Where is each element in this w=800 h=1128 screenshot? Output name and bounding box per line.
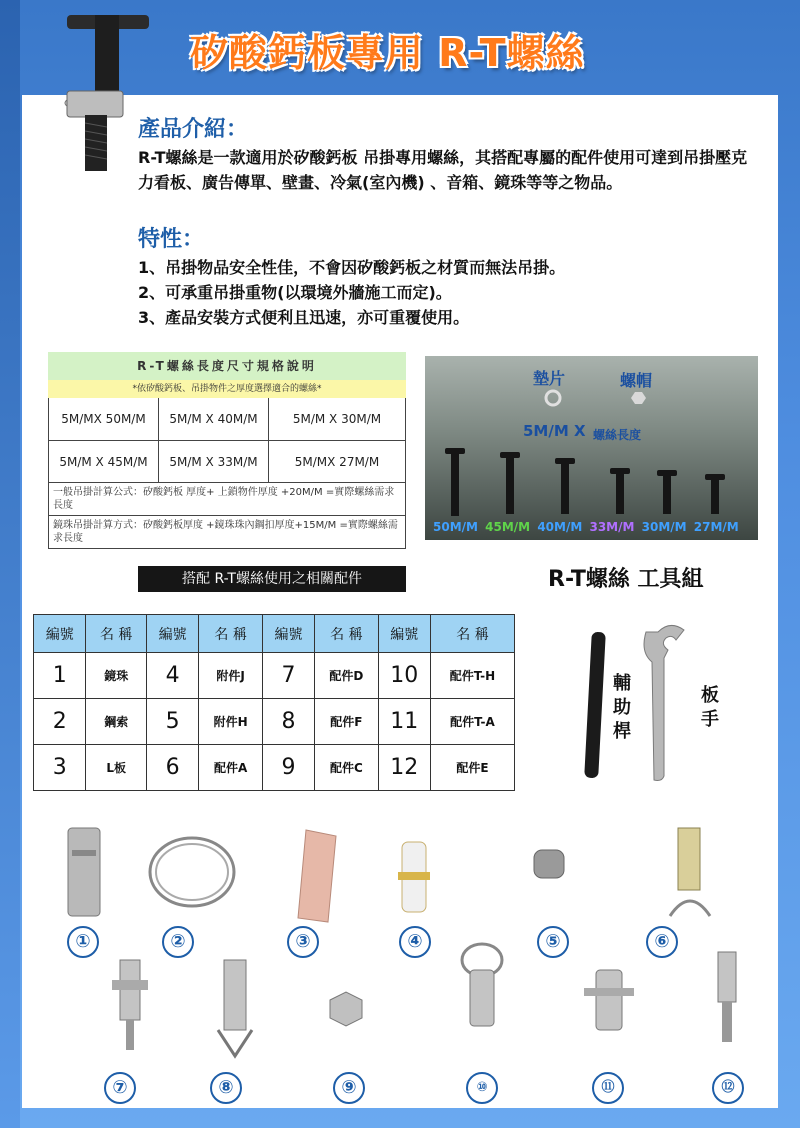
- parts-table: [33, 614, 515, 791]
- length-label: 45M/M: [485, 520, 531, 534]
- part-number-badge: ④: [399, 926, 431, 958]
- part-number: 12: [378, 745, 430, 791]
- part-number: 7: [262, 653, 314, 699]
- part-number: 8: [262, 699, 314, 745]
- header-cell: 編號: [378, 615, 430, 653]
- header-cell: 名 稱: [86, 615, 147, 653]
- part-number: 2: [34, 699, 86, 745]
- part-number-badge: ③: [287, 926, 319, 958]
- header-cell: 編號: [146, 615, 198, 653]
- part-name: 配件C: [315, 745, 378, 791]
- part-name: L板: [86, 745, 147, 791]
- table-row: [34, 699, 515, 745]
- part-number: 3: [34, 745, 86, 791]
- part-number-badge: ⑪: [592, 1072, 624, 1104]
- spec-row: [49, 440, 405, 482]
- part-name: 配件A: [199, 745, 262, 791]
- tool-set-heading: R-T螺絲 工具組: [548, 567, 704, 592]
- accessories-heading: 搭配 R-T螺絲使用之相關配件: [138, 566, 406, 592]
- nut-label: 螺帽: [620, 371, 653, 390]
- part-number: 6: [146, 745, 198, 791]
- parts-header-row: [34, 615, 515, 653]
- rod-label: 輔助桿: [613, 673, 631, 742]
- part-number: 4: [146, 653, 198, 699]
- spec-cell: 5M/M X 33M/M: [159, 441, 269, 482]
- tool-set: [570, 612, 760, 782]
- spec-cell: 5M/M X 45M/M: [49, 441, 159, 482]
- screws-graphic: [425, 356, 758, 540]
- header-cell: 編號: [34, 615, 86, 653]
- size-label: 5M/M X: [523, 422, 586, 440]
- formula-general: 一般吊掛計算公式：矽酸鈣板 厚度+ 上鎖物件厚度 +20M/M =實際螺絲需求長度: [48, 483, 406, 516]
- screw-lengths-photo: [425, 356, 758, 540]
- part-number-badge: ⑨: [333, 1072, 365, 1104]
- part-number-badge: ⑦: [104, 1072, 136, 1104]
- part-number: 1: [34, 653, 86, 699]
- feature-item: 2、可承重吊掛重物(以環境外牆施工而定)。: [138, 283, 452, 302]
- size-suffix: 螺絲長度: [593, 428, 642, 442]
- spec-row: [49, 398, 405, 440]
- feature-item: 1、吊掛物品安全性佳，不會因矽酸鈣板之材質而無法吊掛。: [138, 258, 566, 277]
- part-number: 11: [378, 699, 430, 745]
- part-name: 鏡珠: [86, 653, 147, 699]
- tools-graphic: [570, 612, 760, 782]
- header-cell: 名 稱: [430, 615, 514, 653]
- washer-label: 墊片: [533, 369, 566, 388]
- part-number-badge: ⑤: [537, 926, 569, 958]
- spec-grid: [48, 398, 406, 483]
- features-list: [138, 255, 758, 330]
- features-heading: 特性：: [138, 227, 205, 252]
- part-name: 配件D: [315, 653, 378, 699]
- part-number-badge: ⑧: [210, 1072, 242, 1104]
- part-number-badge: ⑩: [466, 1072, 498, 1104]
- length-label: 40M/M: [537, 520, 583, 534]
- part-name: 配件F: [315, 699, 378, 745]
- spec-table: [48, 352, 406, 549]
- part-number-badge: ⑫: [712, 1072, 744, 1104]
- part-number-badge: ⑥: [646, 926, 678, 958]
- intro-heading: 產品介紹：: [138, 117, 249, 142]
- wrench-label: 板手: [701, 685, 719, 730]
- spec-cell: 5M/M X 40M/M: [159, 398, 269, 440]
- part-name: 附件J: [199, 653, 262, 699]
- length-label: 33M/M: [589, 520, 635, 534]
- spec-subheading: *依矽酸鈣板、吊掛物件之厚度選擇適合的螺絲*: [48, 380, 406, 398]
- header-cell: 編號: [262, 615, 314, 653]
- page-title: 矽酸鈣板專用 R-T螺絲: [190, 31, 585, 75]
- header-cell: 名 稱: [199, 615, 262, 653]
- parts-gallery-graphic: [0, 820, 800, 1110]
- length-labels: [433, 520, 742, 534]
- intro-text: R-T螺絲是一款適用於矽酸鈣板 吊掛專用螺絲，其搭配專屬的配件使用可達到吊掛壓克力看板、廣告傳單、壁畫、冷氣(室內機) 、音箱、鏡珠等等之物品。: [138, 148, 748, 192]
- spec-cell: 5M/MX 27M/M: [294, 454, 380, 469]
- part-name: 附件H: [199, 699, 262, 745]
- table-row: [34, 745, 515, 791]
- part-number-badge: ①: [67, 926, 99, 958]
- length-label: 50M/M: [433, 520, 478, 534]
- part-name: 配件E: [430, 745, 514, 791]
- part-name: 配件T-H: [430, 653, 514, 699]
- length-label: 30M/M: [641, 520, 687, 534]
- part-name: 鋼索: [86, 699, 147, 745]
- part-number: 10: [378, 653, 430, 699]
- part-number: 5: [146, 699, 198, 745]
- table-row: [34, 653, 515, 699]
- formula-mirror-bead: 鏡珠吊掛計算方式：矽酸鈣板厚度 +鏡珠珠內鋼扣厚度+15M/M =實際螺絲需求長度: [48, 516, 406, 549]
- part-number-badge: ②: [162, 926, 194, 958]
- spec-cell: 5M/MX 50M/M: [49, 398, 159, 440]
- spec-heading: R-T螺絲長度尺寸規格說明: [48, 352, 406, 380]
- part-name: 配件T-A: [430, 699, 514, 745]
- part-number: 9: [262, 745, 314, 791]
- spec-cell: 5M/M X 30M/M: [292, 412, 382, 426]
- length-label: 27M/M: [693, 520, 739, 534]
- feature-item: 3、產品安裝方式便利且迅速，亦可重覆使用。: [138, 308, 470, 327]
- header-cell: 名 稱: [315, 615, 378, 653]
